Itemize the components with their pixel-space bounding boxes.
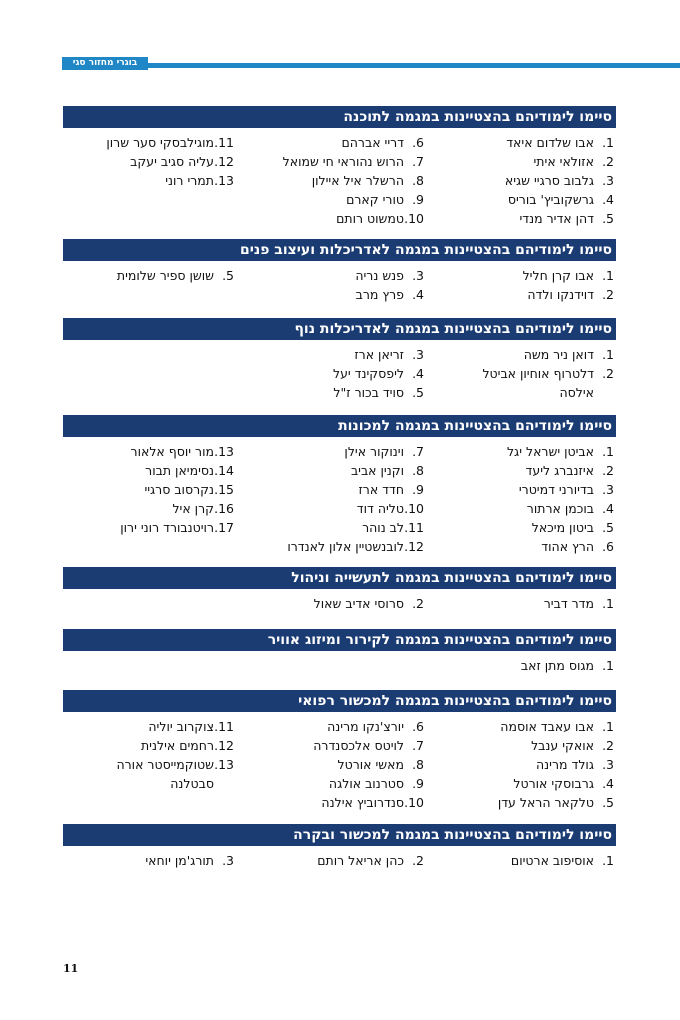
graduate-name: לויטס אלכסנדרה xyxy=(313,738,404,753)
graduate-name: טורי קארם xyxy=(346,192,404,207)
list-item xyxy=(116,774,234,793)
section-title: סיימו לימודיהם בהצטיינות במגמה לתוכנה xyxy=(63,106,616,128)
name-column xyxy=(521,656,614,675)
honor-section xyxy=(63,629,616,673)
list-item xyxy=(505,152,614,171)
graduate-name: סרוסי אדיב שאול xyxy=(313,596,404,611)
graduate-name: תמרי רוני xyxy=(165,173,214,188)
item-number: 2. xyxy=(602,154,614,169)
item-number: 7. xyxy=(412,738,424,753)
item-number: 13. xyxy=(214,444,234,459)
item-number: 11. xyxy=(214,719,234,734)
graduate-name: עליה סגיב יעקב xyxy=(130,154,214,169)
name-column xyxy=(145,851,234,870)
graduate-name: חדד ארז xyxy=(358,482,404,497)
list-item xyxy=(283,190,424,209)
honor-section xyxy=(63,106,616,226)
list-item xyxy=(120,499,234,518)
list-item xyxy=(145,851,234,870)
section-title: סיימו לימודיהם בהצטיינות במגמה לקירור ומיזוג אוויר xyxy=(63,629,616,651)
item-number: 5. xyxy=(602,520,614,535)
graduate-name: אבו קרן חליל xyxy=(522,268,594,283)
name-column xyxy=(498,717,614,812)
page-number: 11 xyxy=(63,962,79,975)
item-number: 3. xyxy=(412,268,424,283)
top-accent-bar xyxy=(147,63,680,68)
list-item xyxy=(482,383,614,402)
graduate-name: דריי אברהם xyxy=(341,135,404,150)
section-title: סיימו לימודיהם בהצטיינות במגמה למכונות xyxy=(63,415,616,437)
graduate-name: אבו עאבד אוסמה xyxy=(500,719,594,734)
graduate-name: נקרסוב סרגיי xyxy=(144,482,214,497)
graduate-name: אבו שלדום איאד xyxy=(506,135,594,150)
item-number: 7. xyxy=(412,154,424,169)
graduate-name: נסימיאן תבור xyxy=(145,463,214,478)
list-item xyxy=(314,594,424,613)
graduate-name: טמשוט רותם xyxy=(336,211,404,226)
name-column xyxy=(333,345,424,402)
graduate-name: דוידנקו ולדה xyxy=(527,287,594,302)
name-column xyxy=(283,133,424,228)
list-item xyxy=(287,480,424,499)
honor-section xyxy=(63,690,616,810)
item-number: 2. xyxy=(602,287,614,302)
list-item xyxy=(287,537,424,556)
graduate-name: רויטנבורד רוני ירון xyxy=(120,520,214,535)
item-number: 3. xyxy=(602,482,614,497)
section-title: סיימו לימודיהם בהצטיינות במגמה לתעשייה וניהול xyxy=(63,567,616,589)
list-item xyxy=(507,480,614,499)
item-number: 3. xyxy=(602,757,614,772)
item-number: 8. xyxy=(412,173,424,188)
list-item xyxy=(511,851,614,870)
graduate-name: לובנשטיין אלון לאנדרו xyxy=(287,539,404,554)
list-item xyxy=(313,755,424,774)
graduate-name: מדר דביר xyxy=(543,596,594,611)
list-item xyxy=(498,774,614,793)
list-item xyxy=(106,152,234,171)
honor-section xyxy=(63,567,616,611)
list-item xyxy=(507,518,614,537)
honor-section xyxy=(63,415,616,554)
graduate-name: הרוש נהוראי חי שמואל xyxy=(282,154,404,169)
graduate-name: רחמים אילנית xyxy=(140,738,214,753)
item-number: 5. xyxy=(222,268,234,283)
name-column xyxy=(317,851,424,870)
section-title: סיימו לימודיהם בהצטיינות במגמה למכשור רפואי xyxy=(63,690,616,712)
graduate-name: לב נוהר xyxy=(362,520,404,535)
graduate-name: מוגילבסקי סער שרון xyxy=(106,135,214,150)
list-item xyxy=(313,736,424,755)
name-column xyxy=(106,133,234,190)
graduate-name: סטרנוב אולגה xyxy=(328,776,404,791)
name-column xyxy=(505,133,614,228)
name-column xyxy=(314,594,424,613)
graduate-name: תורג'מן יוחאי xyxy=(145,853,214,868)
list-item xyxy=(507,461,614,480)
graduate-name: בדיורני דמיטרי xyxy=(518,482,594,497)
list-item xyxy=(117,266,234,285)
item-number: 7. xyxy=(412,444,424,459)
graduate-name: דואן ניר משה xyxy=(523,347,594,362)
item-number: 13. xyxy=(214,757,234,772)
graduate-name: איזנברג ליעד xyxy=(525,463,594,478)
name-column xyxy=(511,851,614,870)
item-number: 9. xyxy=(412,482,424,497)
list-item xyxy=(333,383,424,402)
graduate-name: גרבוסקי אורטל xyxy=(513,776,594,791)
list-item xyxy=(116,717,234,736)
item-number: 12. xyxy=(214,738,234,753)
name-column xyxy=(523,266,614,304)
graduate-name: גרשקוביץ' בוריס xyxy=(507,192,594,207)
list-item xyxy=(120,480,234,499)
graduate-name: פנש נריה xyxy=(355,268,404,283)
item-number: 1. xyxy=(602,268,614,283)
item-number: 1. xyxy=(602,719,614,734)
graduate-name: אילסה xyxy=(559,385,594,400)
list-item xyxy=(313,793,424,812)
item-number: 1. xyxy=(602,135,614,150)
graduate-name: שטוקמייסטר אורה xyxy=(116,757,214,772)
list-item xyxy=(482,345,614,364)
item-number: 16. xyxy=(214,501,234,516)
item-number: 17. xyxy=(214,520,234,535)
item-number: 14. xyxy=(214,463,234,478)
honor-section xyxy=(63,824,616,868)
name-column xyxy=(120,442,234,537)
graduate-name: זריאן ארז xyxy=(354,347,404,362)
graduate-name: גלבוב סרגיי שגיא xyxy=(504,173,594,188)
list-item xyxy=(523,266,614,285)
graduate-name: הרץ אהוד xyxy=(541,539,594,554)
item-number: 9. xyxy=(412,776,424,791)
list-item xyxy=(287,499,424,518)
graduate-name: וקנין אביב xyxy=(350,463,404,478)
graduate-name: כהן אריאל רותם xyxy=(317,853,404,868)
graduate-name: טליה דוד xyxy=(356,501,404,516)
item-number: 4. xyxy=(412,287,424,302)
graduate-name: הרשלר איל איילון xyxy=(311,173,404,188)
name-column xyxy=(482,345,614,402)
item-number: 5. xyxy=(412,385,424,400)
list-item xyxy=(523,285,614,304)
item-number: 1. xyxy=(602,347,614,362)
list-item xyxy=(317,851,424,870)
item-number: 4. xyxy=(602,776,614,791)
graduate-name: סנדרוביץ אילנה xyxy=(321,795,404,810)
list-item xyxy=(521,656,614,675)
list-item xyxy=(482,364,614,383)
item-number: 6. xyxy=(412,135,424,150)
name-column xyxy=(355,266,424,304)
list-item xyxy=(116,736,234,755)
list-item xyxy=(287,518,424,537)
list-item xyxy=(498,755,614,774)
list-item xyxy=(283,171,424,190)
list-item xyxy=(505,190,614,209)
list-item xyxy=(333,345,424,364)
item-number: 12. xyxy=(404,539,424,554)
graduate-name: אזולאי איתי xyxy=(533,154,594,169)
list-item xyxy=(505,133,614,152)
list-item xyxy=(355,285,424,304)
item-number: 6. xyxy=(412,719,424,734)
graduate-name: סבטלנה xyxy=(170,776,214,791)
name-column xyxy=(544,594,614,613)
honor-section xyxy=(63,239,616,302)
list-item xyxy=(507,442,614,461)
list-item xyxy=(313,774,424,793)
graduate-name: טלקאר הראל עדן xyxy=(497,795,594,810)
item-number: 10. xyxy=(404,501,424,516)
list-item xyxy=(287,461,424,480)
item-number: 8. xyxy=(412,757,424,772)
graduate-name: בוכמן ארתור xyxy=(526,501,594,516)
section-title: סיימו לימודיהם בהצטיינות במגמה לאדריכלות נוף xyxy=(63,318,616,340)
name-column xyxy=(287,442,424,556)
item-number: 3. xyxy=(602,173,614,188)
item-number: 4. xyxy=(412,366,424,381)
list-item xyxy=(283,152,424,171)
name-column xyxy=(116,717,234,793)
item-number: 2. xyxy=(412,853,424,868)
list-item xyxy=(283,209,424,228)
item-number: 1. xyxy=(602,444,614,459)
list-item xyxy=(283,133,424,152)
list-item xyxy=(120,442,234,461)
item-number: 5. xyxy=(602,795,614,810)
item-number: 10. xyxy=(404,211,424,226)
item-number: 11. xyxy=(214,135,234,150)
list-item xyxy=(505,171,614,190)
graduate-name: מאשי אורטל xyxy=(337,757,404,772)
list-item xyxy=(287,442,424,461)
graduate-name: ליפסקינד יעל xyxy=(332,366,404,381)
name-column xyxy=(313,717,424,812)
graduate-name: אביטן ישראל יגל xyxy=(506,444,594,459)
item-number: 2. xyxy=(602,463,614,478)
item-number: 11. xyxy=(404,520,424,535)
item-number: 10. xyxy=(404,795,424,810)
list-item xyxy=(505,209,614,228)
list-item xyxy=(498,736,614,755)
item-number: 1. xyxy=(602,658,614,673)
list-item xyxy=(498,717,614,736)
graduate-name: דלטרוף אוחיון אביטל xyxy=(482,366,594,381)
graduate-name: מור יוסף אלאור xyxy=(130,444,214,459)
graduate-name: שושן ספיר שלומית xyxy=(116,268,214,283)
list-item xyxy=(355,266,424,285)
list-item xyxy=(120,461,234,480)
graduate-name: קרן איל xyxy=(172,501,214,516)
item-number: 1. xyxy=(602,853,614,868)
item-number: 5. xyxy=(602,211,614,226)
graduate-name: אואקי ענבל xyxy=(531,738,594,753)
graduate-name: גולד מרינה xyxy=(536,757,594,772)
graduate-name: דהן אדיר מנדי xyxy=(519,211,594,226)
item-number: 9. xyxy=(412,192,424,207)
graduate-name: אוסיפוב ארטיום xyxy=(510,853,594,868)
item-number: 4. xyxy=(602,501,614,516)
graduate-name: מגוס מתן זאב xyxy=(520,658,594,673)
graduate-name: ביטון מיכאל xyxy=(531,520,594,535)
list-item xyxy=(498,793,614,812)
list-item xyxy=(106,133,234,152)
item-number: 12. xyxy=(214,154,234,169)
graduate-name: יורצ'נקו מרינה xyxy=(327,719,404,734)
list-item xyxy=(507,499,614,518)
item-number: 2. xyxy=(602,366,614,381)
list-item xyxy=(507,537,614,556)
section-title: סיימו לימודיהם בהצטיינות במגמה לאדריכלות ועיצוב פנים xyxy=(63,239,616,261)
list-item xyxy=(313,717,424,736)
graduate-name: וינוקור אילן xyxy=(344,444,404,459)
item-number: 13. xyxy=(214,173,234,188)
header-tab: בוגרי מחזור סגי xyxy=(62,57,148,70)
graduate-name: פרץ מרב xyxy=(355,287,404,302)
item-number: 15. xyxy=(214,482,234,497)
item-number: 2. xyxy=(412,596,424,611)
item-number: 4. xyxy=(602,192,614,207)
item-number: 3. xyxy=(222,853,234,868)
item-number: 3. xyxy=(412,347,424,362)
item-number: 2. xyxy=(602,738,614,753)
list-item xyxy=(120,518,234,537)
item-number: 6. xyxy=(602,539,614,554)
item-number: 8. xyxy=(412,463,424,478)
name-column xyxy=(117,266,234,285)
section-title: סיימו לימודיהם בהצטיינות במגמה למכשור ובקרה xyxy=(63,824,616,846)
list-item xyxy=(116,755,234,774)
list-item xyxy=(106,171,234,190)
list-item xyxy=(333,364,424,383)
graduate-name: סויד בכור ז"ל xyxy=(333,385,404,400)
item-number: 1. xyxy=(602,596,614,611)
honor-section xyxy=(63,318,616,400)
graduate-name: צוקרוב יוליה xyxy=(148,719,214,734)
list-item xyxy=(544,594,614,613)
name-column xyxy=(507,442,614,556)
